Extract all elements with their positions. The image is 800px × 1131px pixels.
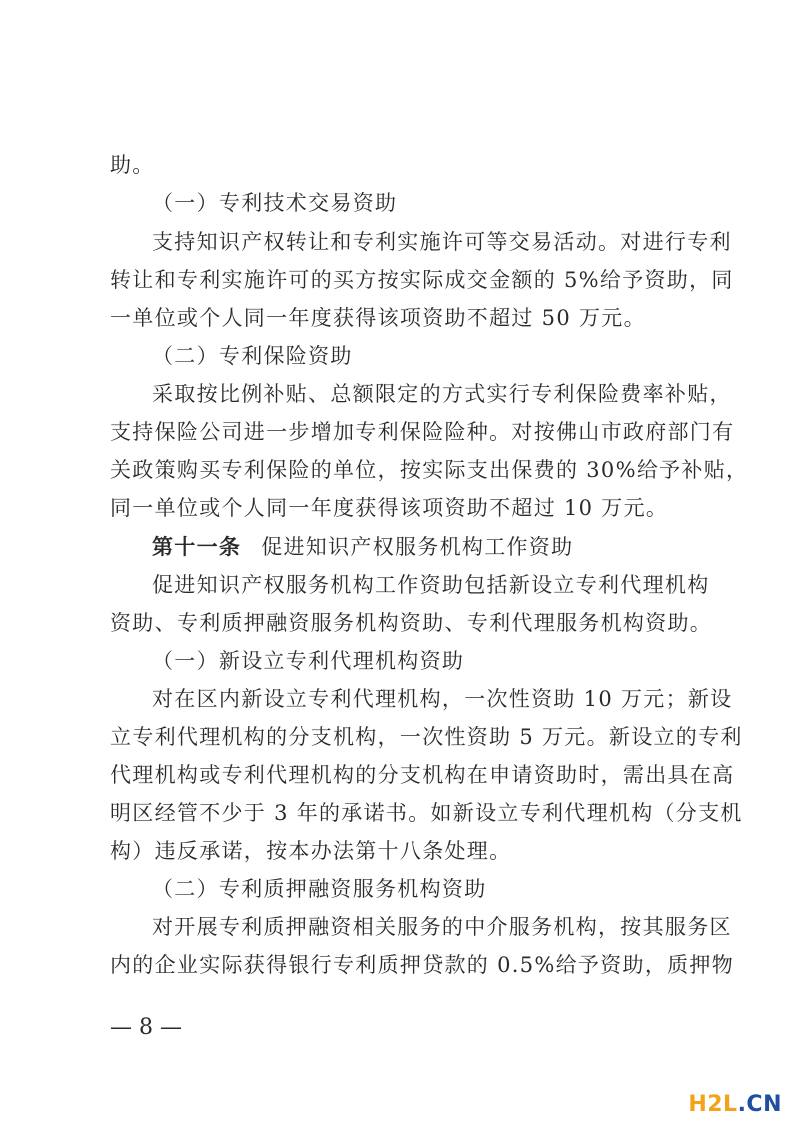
- paragraph-line: 资助、专利质押融资服务机构资助、专利代理服务机构资助。: [110, 611, 713, 635]
- article-number: 第十一条: [152, 534, 242, 559]
- paragraph-line: 构）违反承诺，按本办法第十八条处理。: [110, 839, 512, 863]
- paragraph-line: 同一单位或个人同一年度获得该项资助不超过 10 万元。: [110, 496, 669, 520]
- paragraph-line: 支持保险公司进一步增加专利保险险种。对按佛山市政府部门有: [110, 420, 735, 444]
- paragraph-line: 促进知识产权服务机构工作资助包括新设立专利代理机构: [152, 573, 710, 597]
- paragraph-line: 明区经管不少于 3 年的承诺书。如新设立专利代理机构（分支机: [110, 801, 743, 825]
- paragraph-line: 一单位或个人同一年度获得该项资助不超过 50 万元。: [110, 306, 646, 330]
- paragraph-line: 转让和专利实施许可的买方按实际成交金额的 5%给予资助，同: [110, 268, 734, 292]
- site-watermark-logo: [688, 1092, 782, 1117]
- subsection-heading: （一）专利技术交易资助: [152, 191, 398, 215]
- watermark-part-b: .CN: [737, 1092, 782, 1117]
- subsection-heading: （二）专利质押融资服务机构资助: [152, 877, 487, 901]
- subsection-heading: （二）专利保险资助: [152, 344, 353, 368]
- paragraph-line: 对在区内新设立专利代理机构，一次性资助 10 万元；新设: [152, 687, 733, 711]
- paragraph-line: 关政策购买专利保险的单位，按实际支出保费的 30%给予补贴，: [110, 458, 749, 482]
- subsection-heading: （一）新设立专利代理机构资助: [152, 649, 465, 673]
- article-heading: [152, 532, 712, 562]
- watermark-part-a: H2L: [688, 1092, 738, 1117]
- paragraph-line: 对开展专利质押融资相关服务的中介服务机构，按其服务区: [152, 915, 732, 939]
- paragraph-line: 采取按比例补贴、总额限定的方式实行专利保险费率补贴，: [152, 382, 732, 406]
- page-number: — 8 —: [110, 1015, 182, 1040]
- paragraph-line: 立专利代理机构的分支机构，一次性资助 5 万元。新设立的专利: [110, 725, 743, 749]
- paragraph-line: 支持知识产权转让和专利实施许可等交易活动。对进行专利: [152, 230, 732, 254]
- paragraph-line: 内的企业实际获得银行专利质押贷款的 0.5%给予资助，质押物: [110, 953, 735, 977]
- paragraph-line: 代理机构或专利代理机构的分支机构在申请资助时，需出具在高: [110, 763, 735, 787]
- paragraph-line: 助。: [110, 153, 155, 177]
- article-title: 促进知识产权服务机构工作资助: [261, 535, 574, 559]
